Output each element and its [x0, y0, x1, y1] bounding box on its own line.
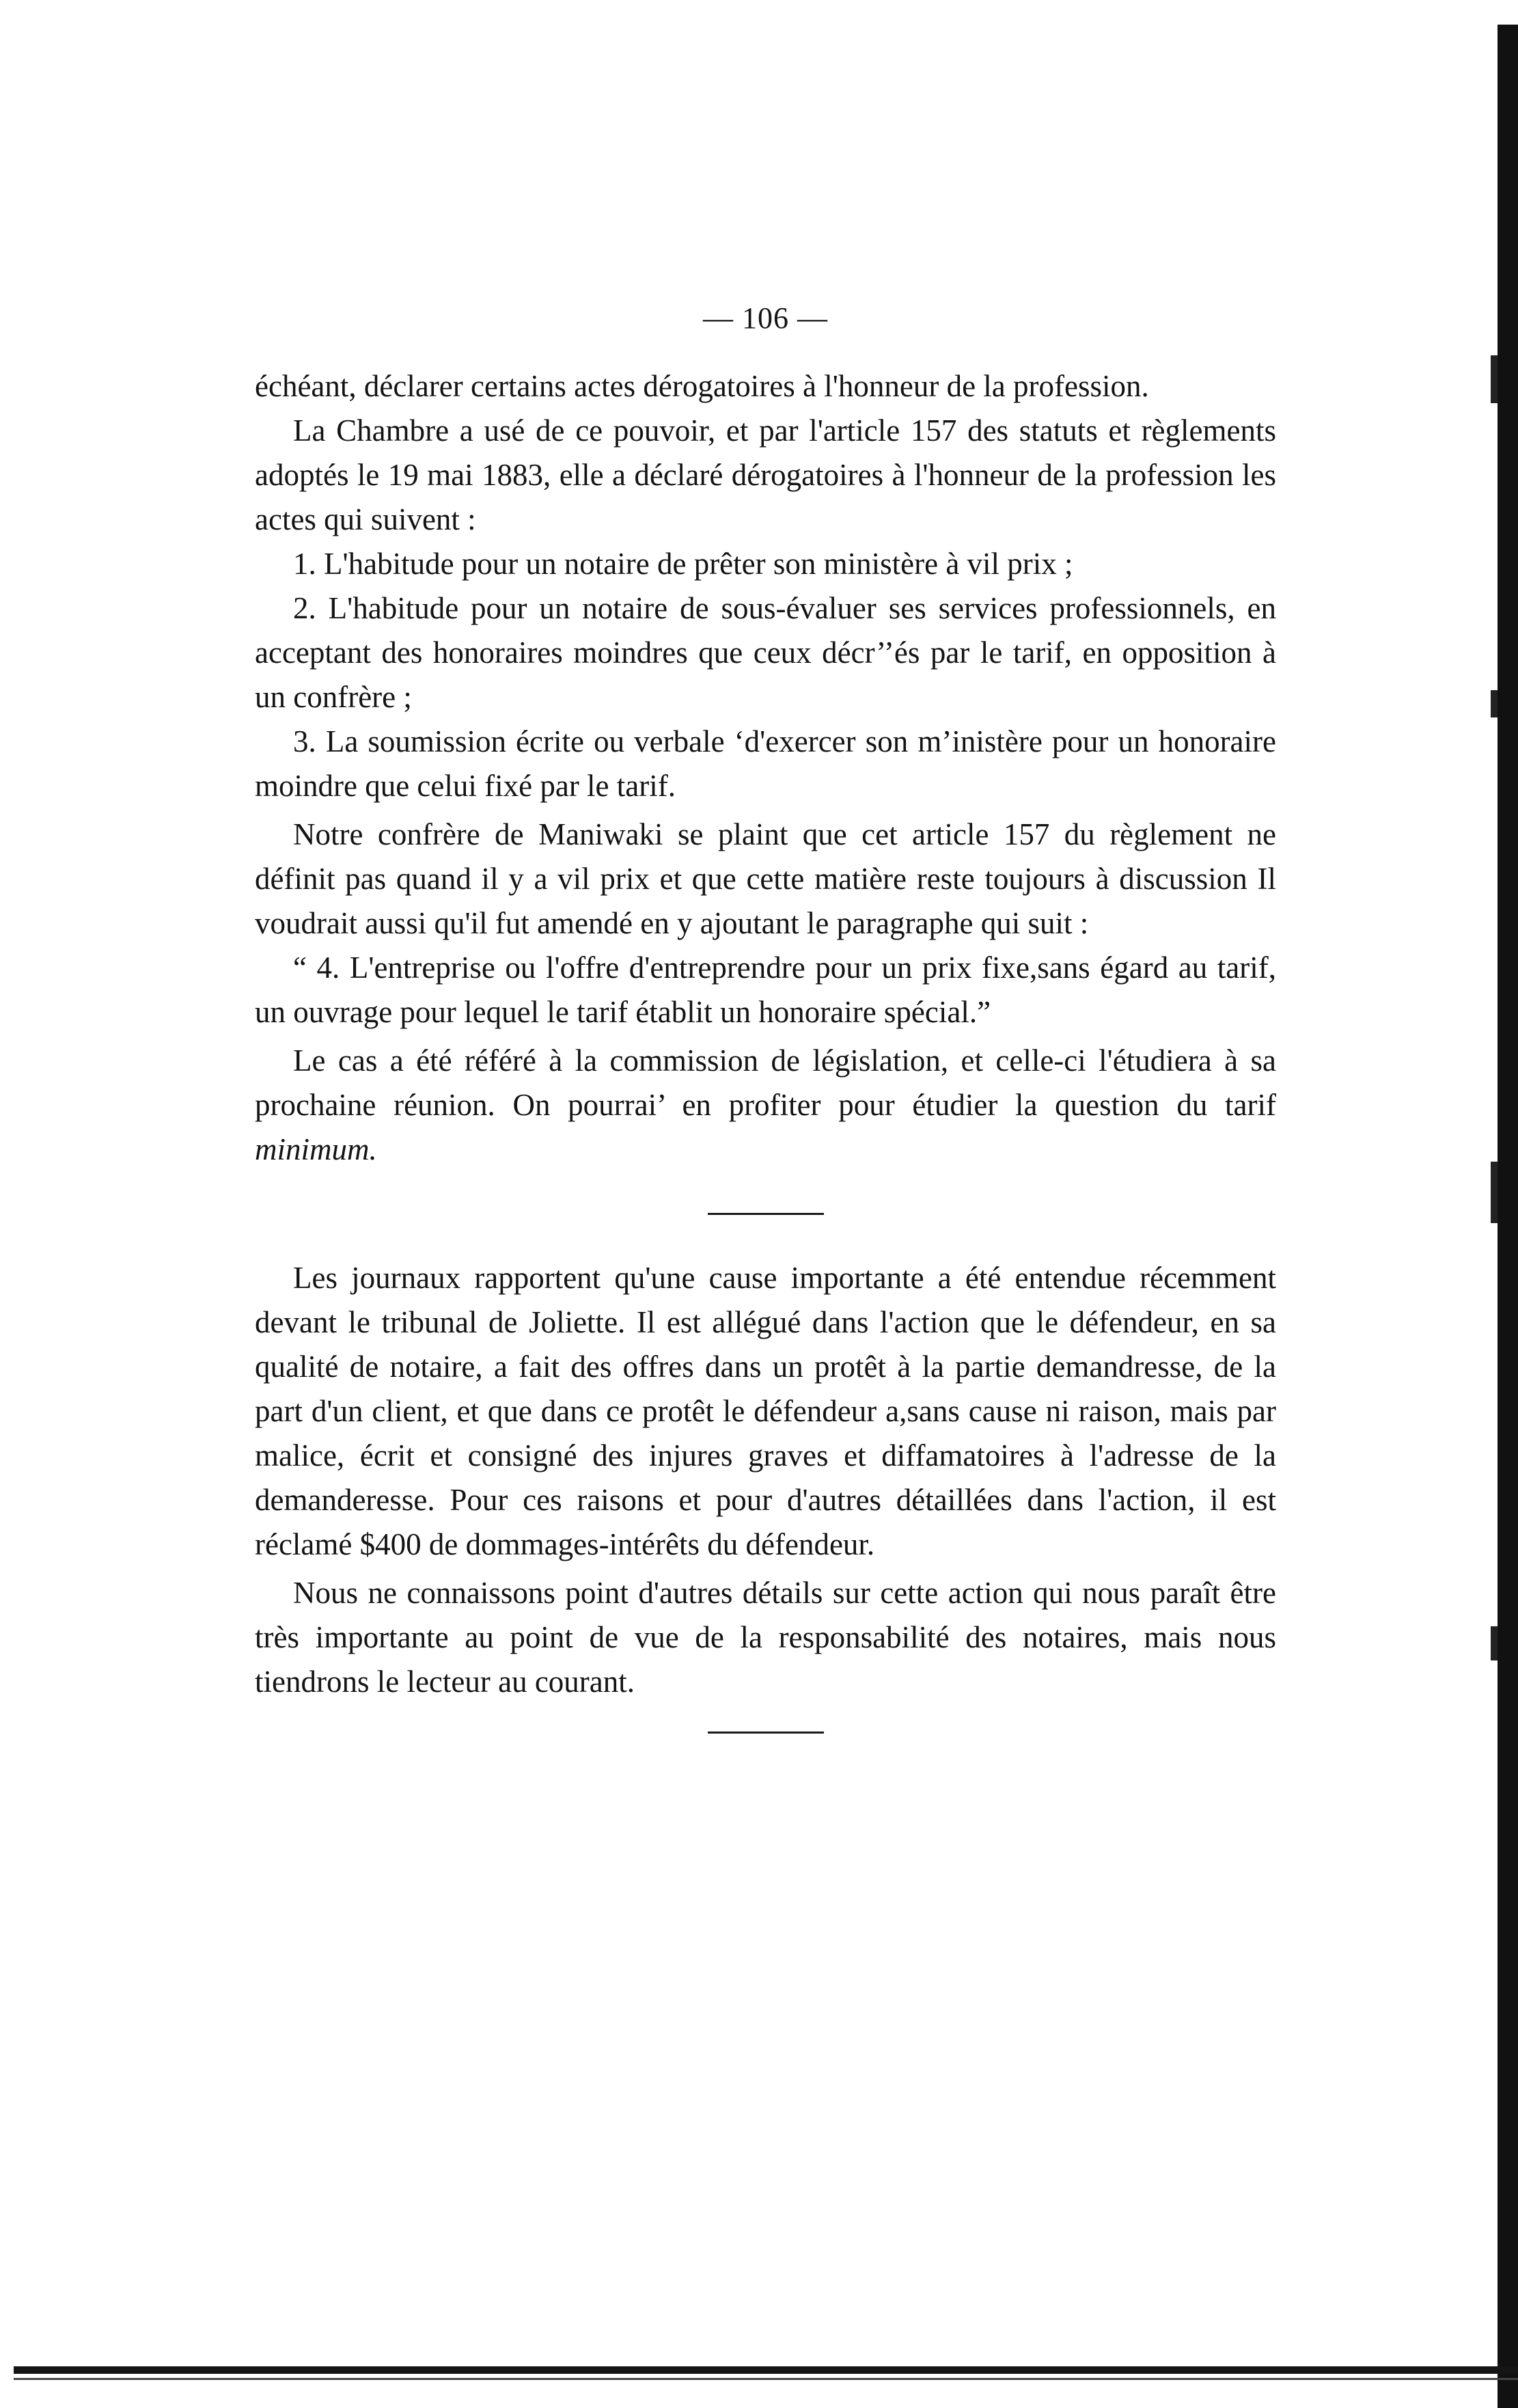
list-item: 2. L'habitude pour un notaire de sous-évaluer ses services professionnels, en acceptant des honoraires moindres que ceux décr’’és par le tarif, en opposition à un confrère ;	[255, 591, 1276, 714]
paragraph-text: Le cas a été référé à la commission de législation, et celle-ci l'étudiera à sa prochaine réunion. On pourrai’ en profiter pour étudier la question du tarif	[255, 1043, 1276, 1122]
italic-term: minimum.	[255, 1132, 377, 1166]
scan-speck	[1491, 1626, 1498, 1660]
scan-speck	[1491, 1162, 1498, 1223]
list-item: 1. L'habitude pour un notaire de prêter son ministère à vil prix ;	[293, 547, 1073, 581]
scan-edge-bottom	[14, 2366, 1518, 2374]
paragraph: Les journaux rapportent qu'une cause importante a été entendue récemment devant le tribunal de Joliette. Il est allégué dans l'action que le défendeur, en sa qualité de notaire, a fait des offres dans un protêt à la partie demandresse, de la part d'un client, et que dans ce protêt le défendeur a,sans cause ni raison, mais par malice, écrit et consigné des injures graves et diffamatoires à l'adresse de la demanderesse. Pour ces raisons et pour d'autres détaillées dans l'action, il est réclamé $400 de dommages-intérêts du défendeur.	[255, 1261, 1276, 1561]
paragraph: Nous ne connaissons point d'autres détails sur cette action qui nous paraît être très importante au point de vue de la responsabilité des notaires, mais nous tiendrons le lecteur au courant.	[255, 1576, 1276, 1699]
section-2	[255, 1256, 1276, 1704]
section-divider	[708, 1213, 824, 1215]
paragraph: La Chambre a usé de ce pouvoir, et par l'article 157 des statuts et règlements adoptés le 19 mai 1883, elle a déclaré dérogatoires à l'honneur de la profession les actes qui suivent :	[255, 413, 1276, 536]
paragraph: Notre confrère de Maniwaki se plaint que cet article 157 du règlement ne définit pas quand il y a vil prix et que cette matière reste toujours à discussion Il voudrait aussi qu'il fut amendé en y ajoutant le paragraphe qui suit :	[255, 817, 1276, 940]
scan-edge-bottom-thin	[14, 2378, 1518, 2380]
paragraph	[255, 1039, 1276, 1172]
paragraph: échéant, déclarer certains actes dérogatoires à l'honneur de la profession.	[255, 369, 1149, 403]
section-1	[255, 364, 1276, 1172]
quoted-amendment: “ 4. L'entreprise ou l'offre d'entreprendre pour un prix fixe,sans égard au tarif, un ouvrage pour lequel le tarif établit un honoraire spécial.”	[255, 950, 1276, 1029]
end-divider	[708, 1732, 824, 1734]
list-item: 3. La soumission écrite ou verbale ‘d'exercer son m’inistère pour un honoraire moindre que celui fixé par le tarif.	[255, 724, 1276, 803]
scan-speck	[1491, 355, 1498, 403]
scan-edge-right	[1498, 25, 1518, 2408]
page	[255, 301, 1276, 1775]
scan-speck	[1491, 690, 1498, 717]
page-number: — 106 —	[703, 301, 828, 335]
